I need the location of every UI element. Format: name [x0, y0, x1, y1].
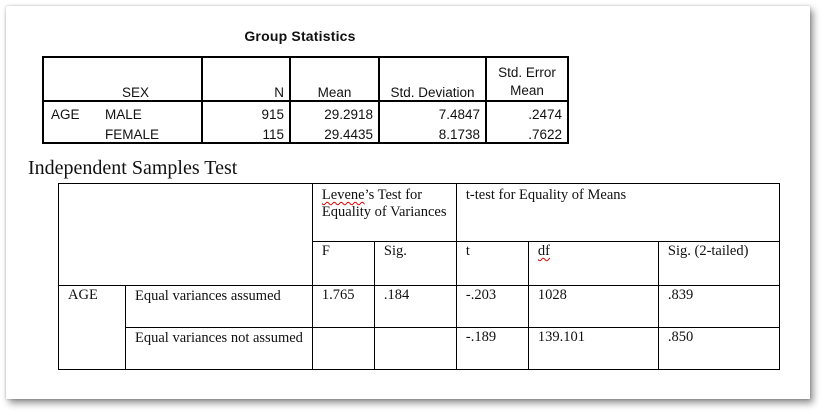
row-sig: [374, 328, 456, 370]
row-sig: .184: [374, 286, 456, 328]
row-label: Equal variances not assumed: [126, 328, 313, 370]
ist-variable: AGE: [59, 286, 126, 370]
row-sex: FEMALE: [100, 122, 202, 143]
col-sig: Sig.: [374, 242, 456, 286]
col-sig2: Sig. (2-tailed): [658, 242, 779, 286]
row-variable-blank: [43, 122, 100, 143]
row-n: 115: [202, 122, 290, 143]
col-t: t: [456, 242, 528, 286]
row-mean: 29.2918: [290, 101, 379, 122]
independent-samples-test-table: [58, 183, 780, 370]
row-sig2: .850: [658, 328, 779, 370]
row-t: -.203: [456, 286, 528, 328]
table-row: [59, 328, 780, 370]
header-mean: Mean: [290, 57, 379, 101]
row-std-deviation: 7.4847: [379, 101, 486, 122]
row-mean: 29.4435: [290, 122, 379, 143]
group-statistics-title: Group Statistics: [244, 28, 356, 44]
group-statistics-table: [42, 56, 569, 144]
levene-header: [312, 184, 456, 242]
row-std-error-mean: .2474: [486, 101, 568, 122]
table-row: [43, 101, 568, 122]
ist-header-blank: [59, 184, 313, 286]
header-std-error-line2: Mean: [510, 83, 544, 98]
levene-word: Levene: [321, 187, 365, 203]
row-f: 1.765: [312, 286, 374, 328]
group-statistics-header-row: [43, 57, 568, 101]
col-df-label: df: [537, 243, 550, 259]
col-df: [528, 242, 658, 286]
row-n: 915: [202, 101, 290, 122]
levene-rest: ’s Test for Equality of Variances: [321, 187, 447, 220]
row-t: -.189: [456, 328, 528, 370]
ist-header-row: [59, 184, 780, 242]
row-df: 1028: [528, 286, 658, 328]
row-sig2: .839: [658, 286, 779, 328]
table-row: [59, 286, 780, 328]
header-blank: [43, 57, 100, 101]
header-std-deviation: Std. Deviation: [379, 57, 486, 101]
col-f: F: [312, 242, 374, 286]
independent-samples-test-title: Independent Samples Test: [28, 157, 238, 179]
header-std-error-mean: [486, 57, 568, 101]
row-std-error-mean: .7622: [486, 122, 568, 143]
row-label: Equal variances assumed: [126, 286, 313, 328]
row-std-deviation: 8.1738: [379, 122, 486, 143]
row-variable: AGE: [43, 101, 100, 122]
ttest-header: t-test for Equality of Means: [456, 184, 779, 242]
row-f: [312, 328, 374, 370]
header-n: N: [202, 57, 290, 101]
table-row: [43, 122, 568, 143]
row-sex: MALE: [105, 107, 142, 122]
header-std-error-line1: Std. Error: [498, 65, 556, 80]
header-sex: SEX: [100, 57, 202, 101]
row-df: 139.101: [528, 328, 658, 370]
